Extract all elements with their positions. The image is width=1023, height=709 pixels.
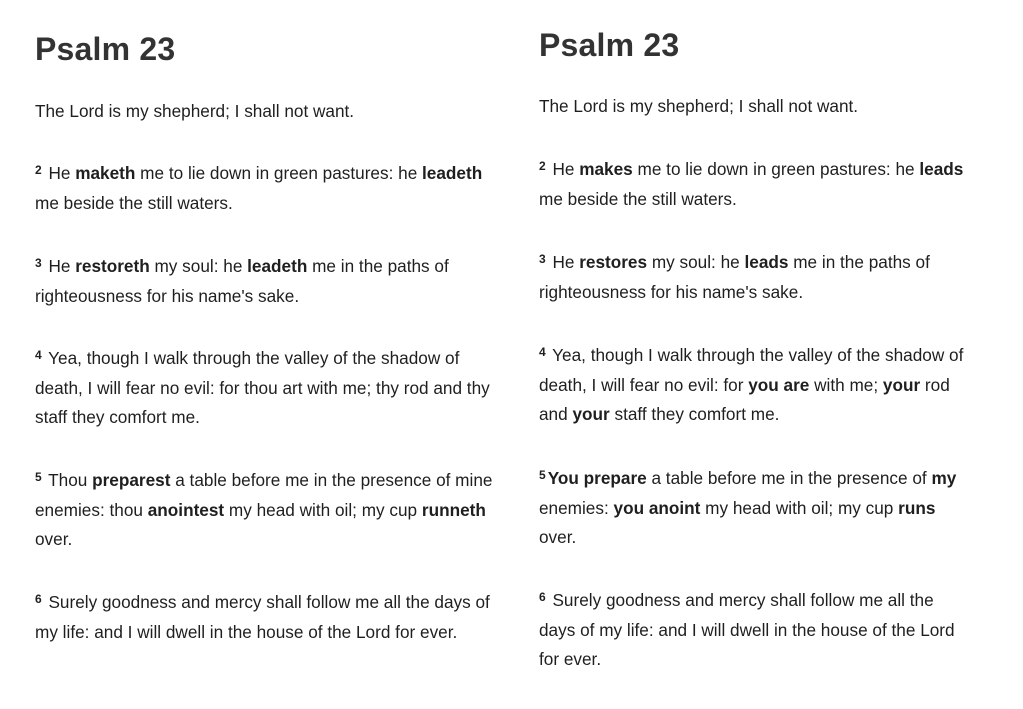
verse-number: 2 bbox=[539, 159, 546, 173]
bold-word: you are bbox=[748, 374, 810, 395]
verse-text: He bbox=[43, 163, 76, 183]
verse-text: The Lord is my shepherd; I shall not want. bbox=[539, 96, 859, 116]
verse-text: me to lie down in green pastures: he bbox=[632, 159, 920, 179]
verse-text: my soul: he bbox=[149, 256, 248, 276]
bold-word: your bbox=[572, 404, 610, 424]
bold-word: restoreth bbox=[75, 256, 150, 276]
verse-text: me to lie down in green pastures: he bbox=[135, 163, 423, 183]
verse-number: 5 bbox=[539, 468, 546, 482]
bold-word: runneth bbox=[421, 499, 486, 520]
bold-word: my bbox=[931, 468, 957, 488]
bold-word: leadeth bbox=[247, 256, 308, 276]
verse-number: 3 bbox=[539, 252, 546, 266]
verse-text: my head with oil; my cup bbox=[224, 499, 422, 520]
verse-text: He bbox=[43, 256, 76, 276]
verse-number: 5 bbox=[35, 470, 42, 484]
bold-word: makes bbox=[579, 159, 633, 179]
left-verse-5 bbox=[35, 466, 505, 555]
verse-text: Surely goodness and mercy shall follow me all the days of my life: and I will dwell in the house of the Lord for ever. bbox=[539, 590, 955, 669]
left-verse-3 bbox=[35, 252, 505, 311]
bold-word: you anoint bbox=[613, 497, 701, 518]
verse-number: 6 bbox=[539, 590, 546, 604]
verse-text: a table before me in the presence of mine enemies: thou bbox=[35, 470, 493, 520]
verse-text: staff they comfort me. bbox=[609, 404, 780, 424]
left-page-title: Psalm 23 bbox=[35, 31, 176, 67]
verse-text: enemies: bbox=[539, 497, 614, 518]
verse-number: 2 bbox=[35, 163, 42, 177]
verse-text: my soul: he bbox=[647, 252, 745, 272]
verse-number: 4 bbox=[35, 348, 42, 362]
verse-text: The Lord is my shepherd; I shall not want. bbox=[35, 101, 355, 121]
verse-text: over. bbox=[35, 529, 73, 549]
right-verse-4 bbox=[539, 341, 971, 430]
verse-text: me in the paths of righteousness for his name's sake. bbox=[35, 256, 449, 306]
verse-text: me beside the still waters. bbox=[539, 188, 737, 209]
bold-word: your bbox=[882, 374, 921, 395]
verse-number: 3 bbox=[35, 256, 42, 270]
bold-word: preparest bbox=[92, 470, 171, 490]
bold-word: leadeth bbox=[422, 163, 483, 183]
verse-text: me beside the still waters. bbox=[35, 192, 233, 213]
right-verse-5 bbox=[539, 464, 971, 553]
bold-word: anointest bbox=[147, 499, 225, 520]
verse-text: He bbox=[547, 252, 580, 272]
bold-word: maketh bbox=[75, 163, 136, 183]
bold-word: restores bbox=[579, 252, 648, 272]
verse-text: a table before me in the presence of bbox=[646, 468, 932, 488]
verse-text: Yea, though I walk through the valley of the shadow of death, I will fear no evil: for thou art with me; thy rod and thy staff they comfort me. bbox=[35, 348, 490, 427]
verse-text: He bbox=[547, 159, 580, 179]
verse-number: 4 bbox=[539, 345, 546, 359]
right-verse-6 bbox=[539, 586, 971, 675]
bold-word: leads bbox=[744, 252, 789, 272]
right-verse-3 bbox=[539, 248, 971, 307]
verse-text: Thou bbox=[43, 470, 93, 490]
bold-word: leads bbox=[919, 159, 964, 179]
left-verse-1 bbox=[35, 97, 505, 127]
bold-word: You prepare bbox=[547, 468, 647, 488]
verse-text: me in the paths of righteousness for his name's sake. bbox=[539, 252, 930, 302]
left-verse-6 bbox=[35, 588, 505, 647]
bold-word: runs bbox=[898, 497, 936, 518]
verse-text: over. bbox=[539, 527, 577, 547]
verse-text: Yea, though I walk through the valley of the shadow of death, I will fear no evil: for bbox=[539, 345, 964, 395]
left-verse-4 bbox=[35, 344, 505, 433]
verse-text: with me; bbox=[809, 374, 883, 395]
verse-text: rod and bbox=[539, 374, 950, 424]
verse-text: Surely goodness and mercy shall follow me all the days of my life: and I will dwell in the house of the Lord for ever. bbox=[35, 592, 490, 642]
right-verse-1 bbox=[539, 92, 971, 122]
verse-text: my head with oil; my cup bbox=[700, 497, 899, 518]
left-verse-2 bbox=[35, 159, 505, 218]
right-verse-2 bbox=[539, 155, 971, 214]
right-page-title: Psalm 23 bbox=[539, 27, 680, 63]
verse-number: 6 bbox=[35, 592, 42, 606]
